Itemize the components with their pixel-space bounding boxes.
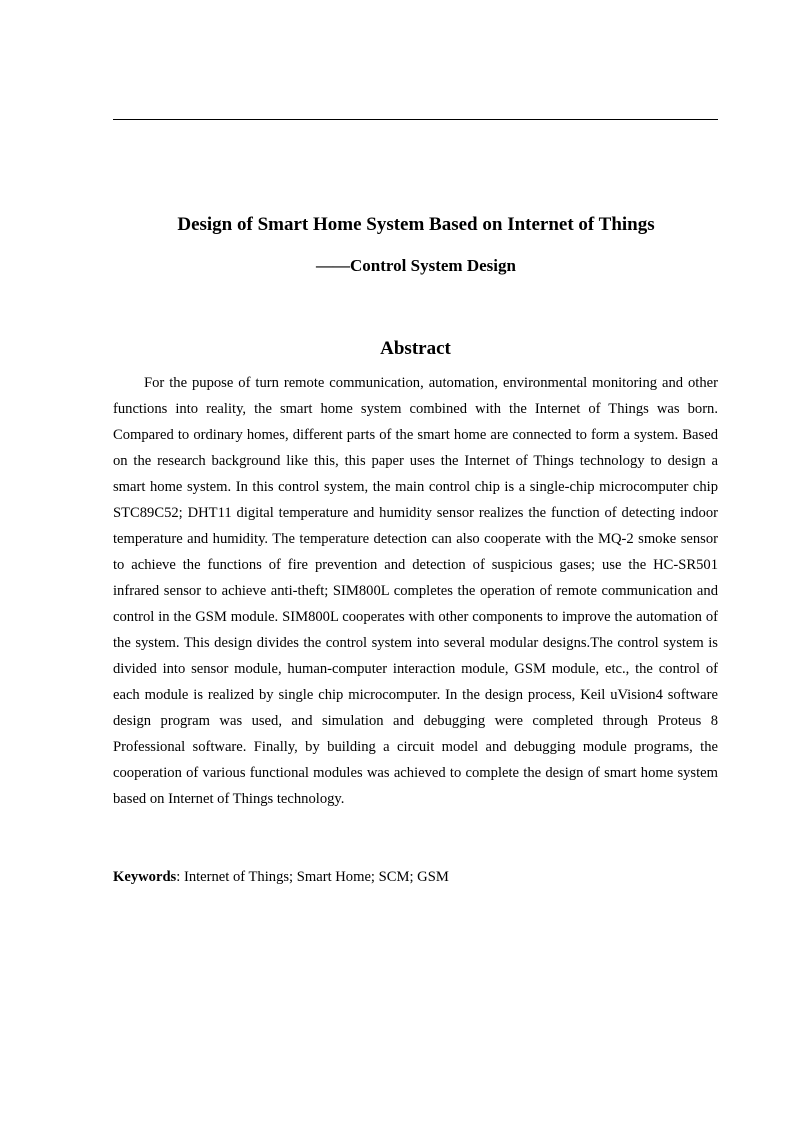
keywords-text: : Internet of Things; Smart Home; SCM; GSM: [176, 869, 449, 885]
abstract-body: For the pupose of turn remote communication, automation, environmental monitoring and other functions into reality, the smart home system combined with the Internet of Things was born. Compared to ordinary homes, different parts of the smart home are connected to form a system. Based on the research background like this, this paper uses the Internet of Things technology to design a smart home system. In this control system, the main control chip is a single-chip microcomputer chip STC89C52; DHT11 digital temperature and humidity sensor realizes the function of detecting indoor temperature and humidity. The temperature detection can also cooperate with the MQ-2 smoke sensor to achieve the functions of fire prevention and detection of suspicious gases; use the HC-SR501 infrared sensor to achieve anti-theft; SIM800L completes the operation of remote communication and control in the GSM module. SIM800L cooperates with other components to improve the automation of the system. This design divides the control system into several modular designs.The control system is divided into sensor module, human-computer interaction module, GSM module, etc., the control of each module is realized by single chip microcomputer. In the design process, Keil uVision4 software design program was used, and simulation and debugging were completed through Proteus 8 Professional software. Finally, by building a circuit model and debugging module programs, the cooperation of various functional modules was achieved to complete the design of smart home system based on Internet of Things technology.: [113, 375, 718, 807]
keywords-label: Keywords: [113, 869, 177, 885]
document-subtitle: ——Control System Design: [316, 256, 516, 275]
header-rule: [113, 119, 718, 120]
keywords-line: [113, 864, 718, 890]
abstract-heading: Abstract: [380, 338, 451, 359]
document-title: Design of Smart Home System Based on Internet of Things: [177, 214, 655, 235]
